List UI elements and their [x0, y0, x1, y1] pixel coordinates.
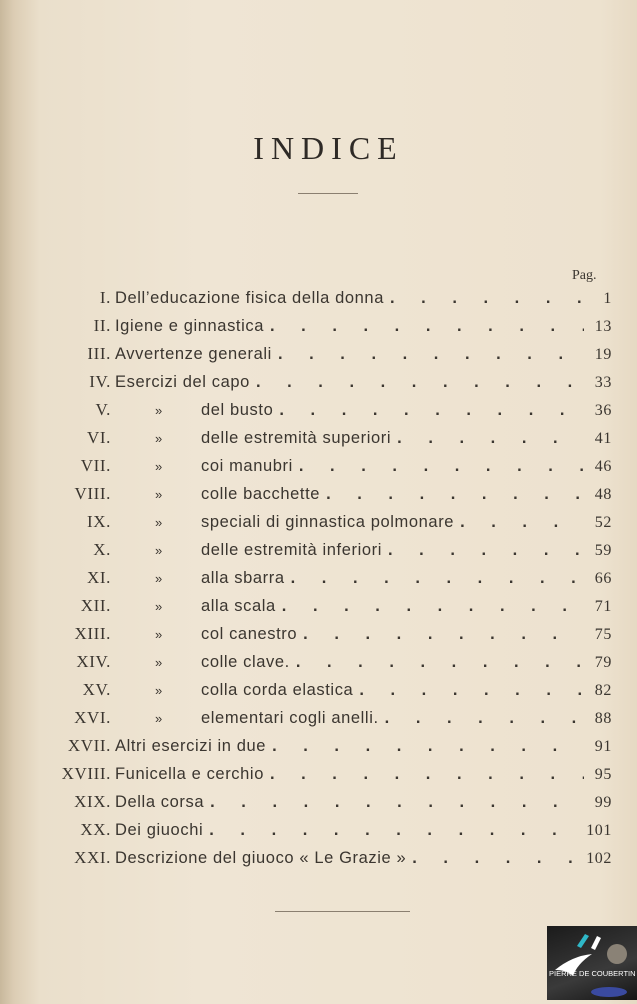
page-number: 99	[594, 794, 612, 811]
toc-entry	[0, 736, 612, 760]
dot-leader	[296, 653, 584, 672]
page-title: INDICE	[253, 130, 404, 166]
dot-leader	[270, 765, 584, 784]
dot-leader	[460, 513, 584, 532]
chapter-title: Altri esercizi in due	[115, 737, 267, 755]
chapter-number: XIV.	[76, 652, 111, 671]
ditto-mark: »	[155, 599, 163, 614]
toc-entry	[0, 848, 612, 872]
chapter-number: III.	[87, 344, 111, 363]
chapter-number: V.	[95, 400, 111, 419]
chapter-number: XV.	[82, 680, 111, 699]
toc-entry	[0, 596, 612, 620]
ditto-mark: »	[155, 627, 163, 642]
toc-entry	[0, 540, 612, 564]
page-number: 46	[594, 458, 612, 475]
chapter-number: XI.	[87, 568, 111, 587]
chapter-title: Esercizi del capo	[115, 373, 250, 391]
chapter-title: elementari cogli anelli.	[201, 709, 379, 727]
page-number: 71	[594, 598, 612, 615]
chapter-title: Avvertenze generali	[115, 345, 272, 363]
chapter-title: del busto	[201, 401, 274, 419]
page-number: 48	[594, 486, 612, 503]
toc-entry	[0, 764, 612, 788]
ditto-mark: »	[155, 683, 163, 698]
page-number: 36	[594, 402, 612, 419]
ditto-mark: »	[155, 571, 163, 586]
watermark-text: PIERRE DE COUBERTIN	[549, 969, 636, 978]
dot-leader	[326, 485, 584, 504]
chapter-title: delle estremità inferiori	[201, 541, 382, 559]
page-number: 33	[594, 374, 612, 391]
chapter-title: Dei giuochi	[115, 821, 204, 839]
page-number: 75	[594, 626, 612, 643]
page-number: 88	[594, 710, 612, 727]
chapter-title: speciali di ginnastica polmonare	[201, 513, 455, 531]
toc-entry	[0, 568, 612, 592]
toc-entry	[0, 652, 612, 676]
page-number: 59	[594, 542, 612, 559]
chapter-title: colle bacchette	[201, 485, 321, 503]
dot-leader	[279, 401, 584, 420]
ditto-mark: »	[155, 459, 163, 474]
page-number: 1	[603, 290, 612, 307]
toc-entry	[0, 288, 612, 312]
chapter-title: Dell’educazione fisica della donna	[115, 289, 384, 307]
page-number: 41	[594, 430, 612, 447]
chapter-number: VII.	[80, 456, 111, 475]
chapter-title: delle estremità superiori	[201, 429, 392, 447]
chapter-number: XVI.	[74, 708, 111, 727]
dot-leader	[272, 737, 584, 756]
page-number: 13	[594, 318, 612, 335]
chapter-number: XIX.	[74, 792, 111, 811]
dot-leader	[256, 373, 584, 392]
dot-leader	[291, 569, 584, 588]
chapter-number: XVIII.	[61, 764, 111, 783]
ditto-mark: »	[155, 487, 163, 502]
dot-leader	[303, 625, 584, 644]
chapter-title: coi manubri	[201, 457, 293, 475]
chapter-number: VI.	[87, 428, 111, 447]
ditto-mark: »	[155, 515, 163, 530]
dot-leader	[388, 541, 584, 560]
dot-leader	[412, 849, 580, 868]
toc-entry	[0, 624, 612, 648]
page-number: 91	[594, 738, 612, 755]
ditto-mark: »	[155, 403, 163, 418]
page-number: 95	[594, 766, 612, 783]
chapter-title: Descrizione del giuoco « Le Grazie »	[115, 849, 407, 867]
toc-entry	[0, 372, 612, 396]
page-number: 101	[586, 822, 612, 839]
chapter-title: alla scala	[201, 597, 276, 615]
ditto-mark: »	[155, 655, 163, 670]
dot-leader	[390, 289, 584, 308]
toc-entry	[0, 456, 612, 480]
chapter-number: XVII.	[67, 736, 111, 755]
page-number: 79	[594, 654, 612, 671]
chapter-title: alla sbarra	[201, 569, 285, 587]
dot-leader	[278, 345, 584, 364]
toc-entry	[0, 428, 612, 452]
toc-entry	[0, 680, 612, 704]
chapter-number: XX.	[80, 820, 111, 839]
chapter-number: IV.	[89, 372, 111, 391]
toc-entry	[0, 792, 612, 816]
chapter-title: colla corda elastica	[201, 681, 354, 699]
ditto-mark: »	[155, 711, 163, 726]
dot-leader	[210, 793, 584, 812]
page-number: 66	[594, 570, 612, 587]
chapter-number: X.	[93, 540, 111, 559]
chapter-number: XII.	[80, 596, 111, 615]
chapter-number: VIII.	[74, 484, 111, 503]
toc-entry	[0, 512, 612, 536]
runner-icon	[547, 926, 637, 1000]
bottom-divider	[275, 911, 410, 912]
toc-entry	[0, 484, 612, 508]
toc-entry	[0, 708, 612, 732]
page-number: 102	[586, 850, 612, 867]
dot-leader	[209, 821, 580, 840]
chapter-number: II.	[93, 316, 111, 335]
dot-leader	[385, 709, 584, 728]
page-number: 52	[594, 514, 612, 531]
watermark-logo	[547, 926, 637, 1000]
chapter-title: colle clave.	[201, 653, 290, 671]
toc-entry	[0, 820, 612, 844]
page-number: 19	[594, 346, 612, 363]
toc-entry	[0, 400, 612, 424]
toc-entry	[0, 344, 612, 368]
toc-entry	[0, 316, 612, 340]
chapter-title: col canestro	[201, 625, 298, 643]
chapter-number: I.	[99, 288, 111, 307]
page-number: 82	[594, 682, 612, 699]
ditto-mark: »	[155, 431, 163, 446]
dot-leader	[282, 597, 584, 616]
dot-leader	[270, 317, 584, 336]
chapter-number: IX.	[87, 512, 111, 531]
chapter-number: XXI.	[74, 848, 111, 867]
dot-leader	[397, 429, 584, 448]
title-divider	[298, 193, 358, 194]
dot-leader	[359, 681, 584, 700]
chapter-title: Funicella e cerchio	[115, 765, 264, 783]
ditto-mark: »	[155, 543, 163, 558]
chapter-title: Della corsa	[115, 793, 205, 811]
chapter-number: XIII.	[74, 624, 111, 643]
dot-leader	[299, 457, 584, 476]
chapter-title: Igiene e ginnastica	[115, 317, 264, 335]
page-column-header: Pag.	[572, 268, 597, 283]
